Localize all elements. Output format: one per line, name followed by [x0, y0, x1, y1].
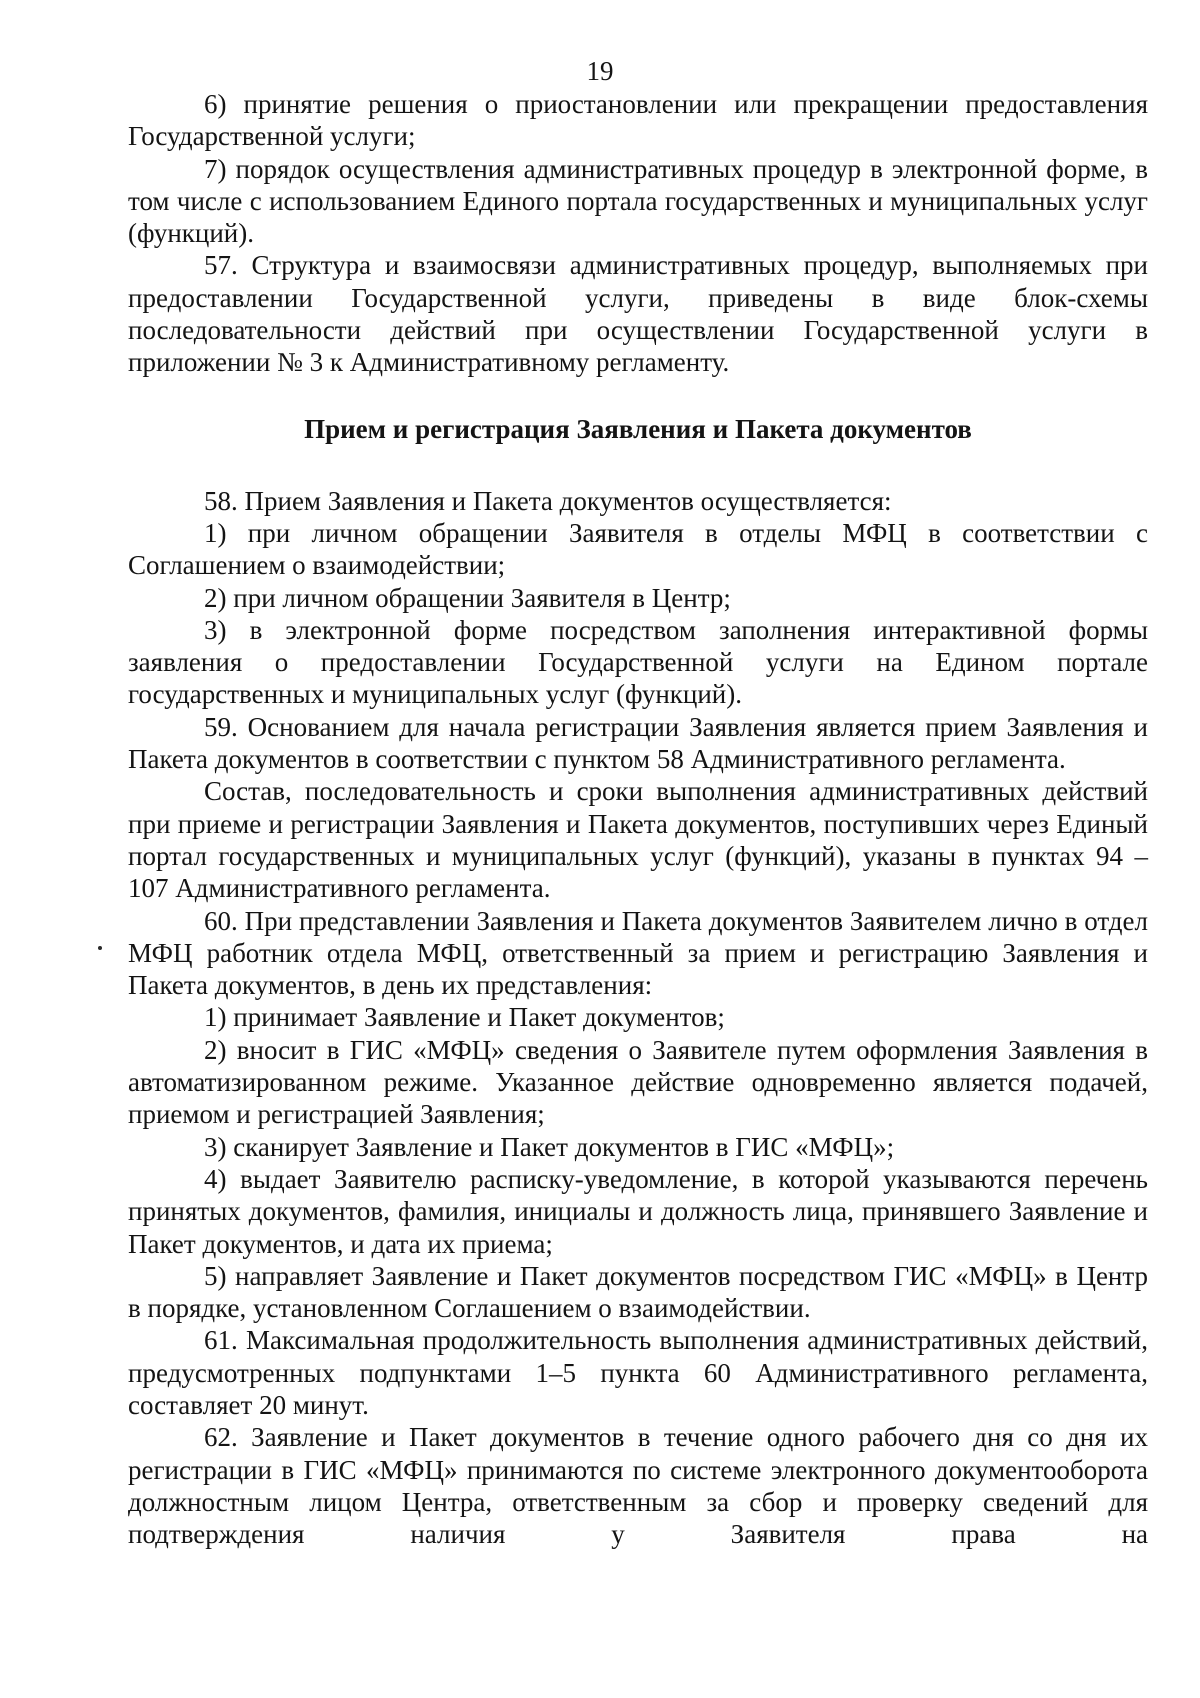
paragraph-58: 58. Прием Заявления и Пакета документов осуществляется:	[204, 485, 892, 516]
paragraph-item-6: 6) принятие решения о приостановлении или прекращении предоставления Государственной услуги;	[128, 89, 1148, 152]
paragraph-60-item-5: 5) направляет Заявление и Пакет документов посредством ГИС «МФЦ» в Центр в порядке, установленном Соглашением о взаимодействии.	[128, 1260, 1148, 1324]
paragraph-60-item-2: 2) вносит в ГИС «МФЦ» сведения о Заявителе путем оформления Заявления в автоматизированном режиме. Указанное действие одновременно является подачей, приемом и регистрацией Заявления;	[128, 1034, 1148, 1130]
document-body	[128, 88, 1148, 1550]
paragraph-60: 60. При представлении Заявления и Пакета документов Заявителем лично в отдел МФЦ работник отдела МФЦ, ответственный за прием и регистрацию Заявления и Пакета документов, в день их представления:	[128, 905, 1148, 1001]
section-heading: Прием и регистрация Заявления и Пакета документов	[304, 413, 972, 444]
paragraph-62: 62. Заявление и Пакет документов в течение одного рабочего дня со дня их регистрации в ГИС «МФЦ» принимаются по системе электронного документооборота должностным лицом Центра, ответственным за сбор и проверку сведений для подтверждения наличия у Заявителя права на	[128, 1422, 1148, 1550]
paragraph-59-composition: Состав, последовательность и сроки выполнения административных действий при приеме и регистрации Заявления и Пакета документов, поступивших через Единый портал государственных и муниципальных услуг (функций), указаны в пунктах 94 – 107 Административного регламента.	[128, 776, 1148, 904]
paragraph-58-item-1: 1) при личном обращении Заявителя в отделы МФЦ в соответствии с Соглашением о взаимодействии;	[128, 517, 1148, 581]
margin-ink-dot	[98, 946, 102, 950]
paragraph-60-item-1: 1) принимает Заявление и Пакет документов;	[204, 1002, 725, 1033]
paragraph-61: 61. Максимальная продолжительность выполнения административных действий, предусмотренных подпунктами 1–5 пункта 60 Административного регламента, составляет 20 минут.	[128, 1325, 1148, 1420]
page-number: 19	[586, 56, 614, 86]
paragraph-59: 59. Основанием для начала регистрации Заявления является прием Заявления и Пакета документов в соответствии с пунктом 58 Административного регламента.	[128, 711, 1148, 775]
paragraph-item-7: 7) порядок осуществления административных процедур в электронной форме, в том числе с использованием Единого портала государственных и муниципальных услуг (функций).	[128, 153, 1148, 249]
paragraph-60-item-4: 4) выдает Заявителю расписку-уведомление, в которой указываются перечень принятых документов, фамилия, инициалы и должность лица, принявшего Заявление и Пакет документов, и дата их приема;	[128, 1163, 1148, 1259]
paragraph-57: 57. Структура и взаимосвязи административных процедур, выполняемых при предоставлении Государственной услуги, приведены в виде блок-схемы последовательности действий при осуществлении Государственной услуги в приложении № 3 к Административному регламенту.	[128, 250, 1148, 378]
paragraph-58-item-3: 3) в электронной форме посредством заполнения интерактивной формы заявления о предоставлении Государственной услуги на Едином портале государственных и муниципальных услуг (функций).	[128, 614, 1148, 710]
paragraph-58-item-2: 2) при личном обращении Заявителя в Центр;	[204, 582, 731, 613]
paragraph-60-item-3: 3) сканирует Заявление и Пакет документов в ГИС «МФЦ»;	[204, 1131, 895, 1162]
